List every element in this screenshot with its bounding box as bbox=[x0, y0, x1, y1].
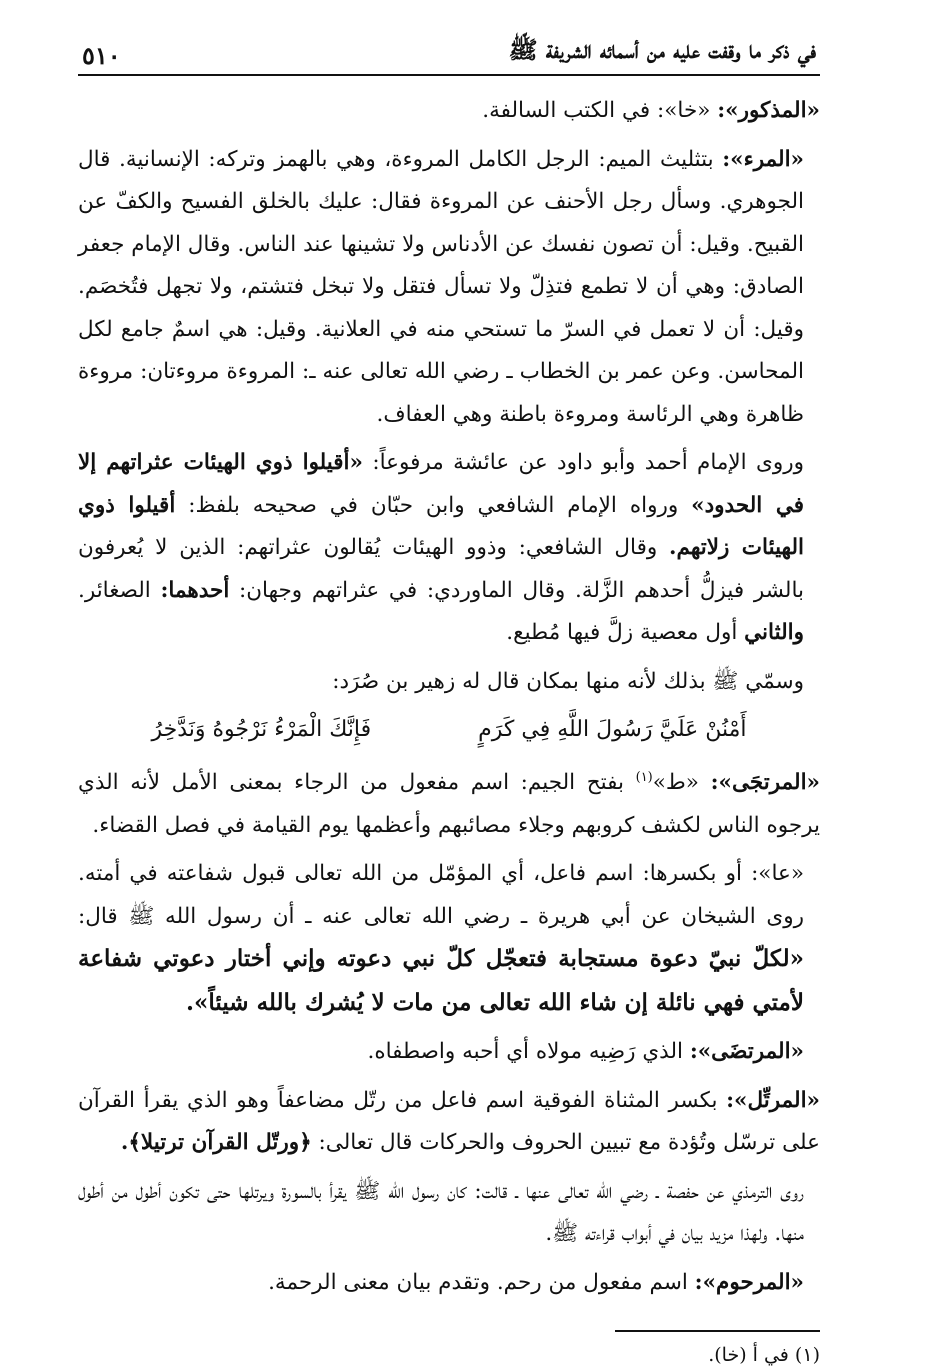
footnote-separator bbox=[615, 1330, 820, 1332]
paragraph-murtaji bbox=[78, 853, 820, 1025]
entry-term: «المرتجَى»: bbox=[710, 770, 820, 796]
poem-hemistich-left: فَإِنَّكَ الْمَرْءُ نَرْجُوهُ وَنَدَّخِرُ bbox=[151, 717, 372, 742]
entry-term: «المرتِّل»: bbox=[726, 1087, 820, 1113]
paragraph-mar bbox=[78, 139, 820, 437]
paragraph-hadith-aisha bbox=[78, 442, 820, 655]
running-title: في ذكر ما وقفت عليه من أسمائه الشريفة ﷺ bbox=[508, 35, 816, 64]
text-run: الذي رَضِيه مولاه أي أحبه واصطفاه. bbox=[367, 1039, 690, 1065]
entry-term: «المذكور»: bbox=[717, 98, 820, 123]
poem-verse bbox=[78, 709, 820, 751]
quran-verse: ﴿ورتّل القرآن ترتيلا﴾. bbox=[120, 1130, 312, 1156]
text-run: وسمّي ﷺ بذلك لأنه منها بمكان قال له زهير بن صُرَد: bbox=[332, 668, 804, 694]
text-run: بفتح الجيم: اسم مفعول من الرجاء بمعنى الأمل لأنه الذي يرجوه الناس لكشف كروبهم وجلاء مصائبهم وأعظمها يوم القيامة في فصل القضاء. bbox=[78, 770, 820, 838]
running-header bbox=[78, 30, 820, 76]
footnote-ref[interactable]: (١) bbox=[635, 770, 653, 785]
text-run: وروى الإمام أحمد وأبو داود عن عائشة مرفوعاً: bbox=[362, 450, 804, 475]
text-run: اسم مفعول من رحم. وتقدم بيان معنى الرحمة. bbox=[268, 1269, 695, 1295]
text-run: بكسر المثناة الفوقية اسم فاعل من رتّل مضاعفاً وهو الذي يقرأ القرآن على ترسّل وتُؤدة مع تبيين الحروف والحركات قال تعالى: bbox=[78, 1087, 820, 1156]
text-run: «عا»: أو بكسرها: اسم فاعل، أي المؤمّل من الله تعالى قبول شفاعته في أمته. روى الشيخان عن أبي هريرة ـ رضي الله تعالى عنه ـ أن رسول الله ﷺ قال: bbox=[78, 861, 804, 929]
entry-term: «المرء»: bbox=[722, 146, 804, 172]
entry-text: بتثليث الميم: الرجل الكامل المروءة، وهي بالهمز وتركه: الإنسانية. قال الجوهري. وسأل رجل الأحنف عن المروءة فقال: عليك بالخلق الفسيح والكفّ عن القبيح. وقيل: أن تصون نفسك عن الأدناس ولا تشينها عند الناس. وقال الإمام جعفر الصادق: وهي أن لا تطمع فتذِلّ ولا تسأل فتقل ولا تبخل فتشتم، ولا تجهل فتُخصَم. وقيل: أن لا تعمل في السرّ ما تستحي منه في العلانية. وقيل: هي اسمٌ جامع لكل المحاسن. وعن عمر بن الخطاب ـ رضي الله تعالى عنه ـ: المروءة مروءتان: مروءة ظاهرة وهي الرئاسة ومروءة باطنة وهي العفاف. bbox=[78, 146, 804, 427]
text-run: الصغائر. bbox=[78, 577, 161, 603]
page-body bbox=[78, 90, 820, 1304]
entry-text: «خا»: في الكتب السالفة. bbox=[482, 98, 718, 123]
paragraph-madhkur bbox=[78, 90, 820, 133]
text-run: «ط» bbox=[652, 770, 711, 796]
poem-hemistich-right: أَمْنُنْ عَلَيَّ رَسُولَ اللَّهِ فِي كَرَمٍ bbox=[478, 717, 747, 742]
text-run: ورواه الإمام الشافعي وابن حبّان في صحيحه بلفظ: bbox=[175, 492, 692, 518]
entry-term: «المرتضَى»: bbox=[689, 1039, 804, 1065]
paragraph-marhum bbox=[78, 1262, 820, 1305]
paragraph-murtada bbox=[78, 1031, 820, 1074]
footnote: (١) في أ (خا). bbox=[708, 1344, 820, 1366]
paragraph-murattil bbox=[78, 1080, 820, 1165]
hadith-quote: أقيلوا ذوي الهيئات زلاتهم. bbox=[78, 492, 804, 560]
text-run: روى الترمذي عن حفصة ـ رضي الله تعالى عنها ـ قالت: كان رسول الله ﷺ يقرأ بالسورة ويرتلها حتى تكون أطول من أطول منها. ولهذا مزيد بيان في أبواب قراءته ﷺ. bbox=[78, 1178, 804, 1247]
hadith-quote: «أقيلوا ذوي الهيئات عثراتهم إلا في الحدود» bbox=[78, 450, 805, 518]
bold-keyword: أحدهما: bbox=[160, 577, 230, 603]
paragraph-poem-intro bbox=[78, 661, 820, 704]
text-run: وقال الشافعي: وذوو الهيئات يُقالون عثراتهم: الذين لا يُعرفون بالشر فيزلُّ أحدهم الزَّلة. وقال الماوردي: في عثراتهم وجهان: bbox=[78, 535, 804, 603]
bold-keyword: والثاني bbox=[744, 620, 804, 645]
book-page bbox=[78, 30, 820, 1366]
paragraph-murtaja bbox=[78, 757, 820, 847]
paragraph-hafsa bbox=[78, 1171, 820, 1256]
hadith-quote: «لكلّ نبيّ دعوة مستجابة فتعجّل كلّ نبي دعوته وإني أختار دعوتي شفاعة لأمتي فهي نائلة إن شاء الله تعالى من مات لا يُشرك بالله شيئاً». bbox=[78, 945, 804, 1016]
page-number: ٥١٠ bbox=[82, 41, 121, 70]
text-run: أول معصية زلَّ فيها مُطيع. bbox=[506, 620, 745, 645]
entry-term: «المرحوم»: bbox=[694, 1269, 804, 1295]
